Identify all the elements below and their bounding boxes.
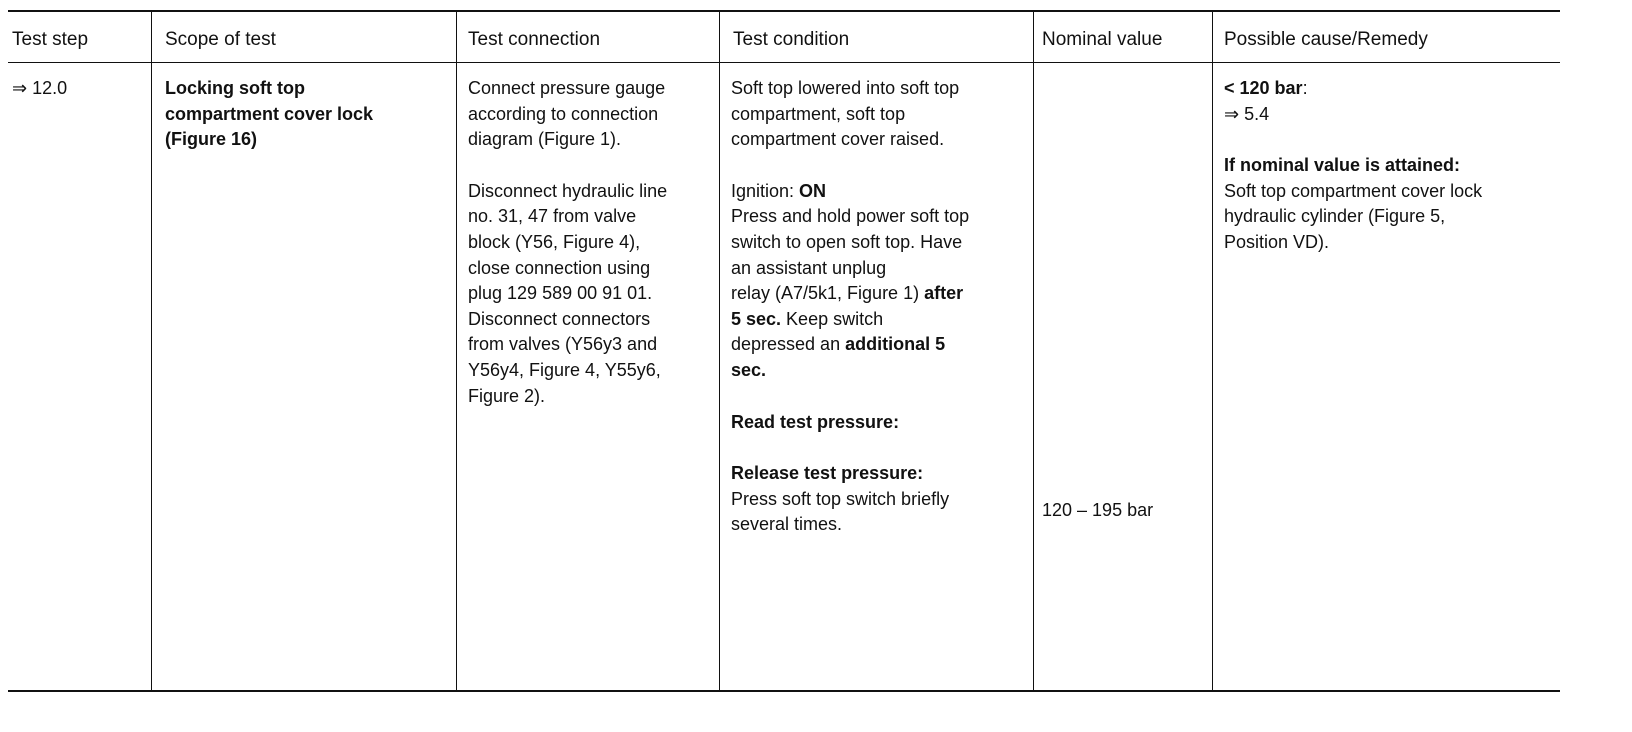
scope-of-test-text: Locking soft top compartment cover lock (Figure 16): [165, 78, 374, 150]
column-divider: [1033, 12, 1034, 690]
release-test-pressure: Release test pressure:: [731, 463, 924, 484]
header-possible-cause: Possible cause/Remedy: [1224, 29, 1428, 50]
header-nominal-value: Nominal value: [1042, 29, 1163, 50]
header-divider: [8, 62, 1560, 63]
header-test-connection: Test connection: [468, 29, 601, 50]
header-test-step: Test step: [12, 29, 89, 50]
nominal-value: 120 – 195 bar: [1042, 500, 1154, 520]
column-divider: [719, 12, 720, 690]
possible-cause-text: < 120 bar: ⇒ 5.4 If nominal value is attained: Soft top compartment cover lock hydraulic cylinder (Figure 5, Position VD).: [1224, 78, 1483, 252]
header-test-condition: Test condition: [733, 29, 850, 50]
header-scope-of-test: Scope of test: [165, 29, 276, 50]
test-table: [8, 10, 1560, 692]
test-connection-text: Connect pressure gauge according to connection diagram (Figure 1). Disconnect hydraulic line no. 31, 47 from valve block (Y56, Figure 4), close connection using plug 129 589 00 91 01. Disconnect connectors from valves (Y56y3 and Y56y4, Figure 4, Y55y6, Figure 2).: [468, 78, 668, 406]
read-test-pressure: Read test pressure:: [731, 411, 900, 432]
test-condition-text: Soft top lowered into soft top compartment, soft top compartment cover raised. Ignition: ON Press and hold power soft top switch to open soft top. Have an assistant unplug relay (A7/5k1, Figure 1) after 5 sec. Keep switch depressed an additional 5 sec. Read test pressure: Release test pressure: Press soft top switch briefly several times.: [731, 76, 1031, 538]
column-divider: [1212, 12, 1213, 690]
column-divider: [456, 12, 457, 690]
test-step-value: ⇒ 12.0: [12, 78, 68, 98]
column-divider: [151, 12, 152, 690]
